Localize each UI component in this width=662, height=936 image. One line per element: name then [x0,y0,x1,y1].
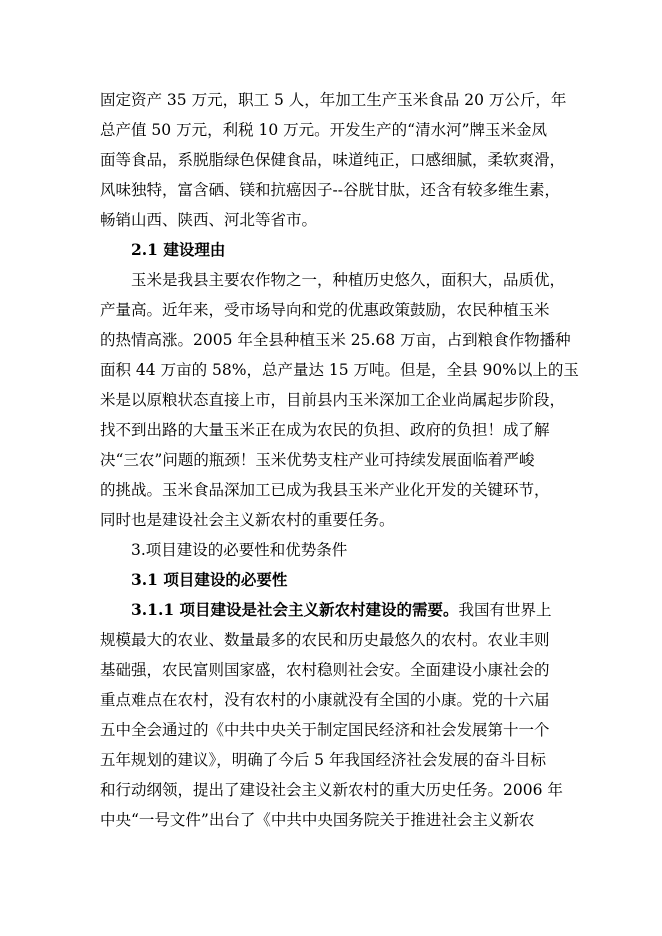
paragraph-line: 重点难点在农村，没有农村的小康就没有全国的小康。党的十六届 [100,691,550,709]
subsection-heading-inline: 3.1.1 项目建设是社会主义新农村建设的需要。 [131,600,459,619]
paragraph-line: 找不到出路的大量玉米正在成为农民的负担、政府的负担！成了解 [100,421,550,439]
paragraph-line: 和行动纲领，提出了建设社会主义新农村的重大历史任务。2006 年 [100,781,563,799]
paragraph-line: 五年规划的建议》，明确了今后 5 年我国经济社会发展的奋斗目标 [100,751,546,769]
section-heading: 2.1 建设理由 [131,240,226,259]
paragraph-line: 决“三农”问题的瓶颈！玉米优势支柱产业可持续发展面临着严峻 [100,451,535,469]
paragraph-line [131,595,662,625]
paragraph-line: 米是以原粮状态直接上市，目前县内玉米深加工企业尚属起步阶段， [100,391,566,409]
paragraph-line: 产量高。近年来，受市场导向和党的优惠政策鼓励，农民种植玉米 [100,301,550,319]
paragraph-line: 的热情高涨。2005 年全县种植玉米 25.68 万亩，占到粮食作物播种 [100,331,571,349]
paragraph-line: 面积 44 万亩的 58%，总产量达 15 万吨。但是，全县 90%以上的玉 [100,361,579,379]
subsection-heading: 3.1 项目建设的必要性 [131,570,288,589]
paragraph-line: 固定资产 35 万元，职工 5 人，年加工生产玉米食品 20 万公斤，年 [100,91,567,109]
paragraph-line: 畅销山西、陕西、河北等省市。 [100,211,318,229]
paragraph-line: 的挑战。玉米食品深加工已成为我县玉米产业化开发的关键环节， [100,481,550,499]
paragraph-line: 中央“一号文件”出台了《中共中央国务院关于推进社会主义新农 [100,811,535,829]
paragraph-line: 基础强，农民富则国家盛，农村稳则社会安。全面建设小康社会的 [100,661,550,679]
section-heading: 3.项目建设的必要性和优势条件 [131,541,348,559]
paragraph-line: 风味独特，富含硒、镁和抗癌因子--谷胱甘肽，还含有较多维生素， [100,181,560,199]
paragraph-line: 玉米是我县主要农作物之一，种植历史悠久，面积大，品质优， [131,271,566,289]
paragraph-line: 面等食品，系脱脂绿色保健食品，味道纯正，口感细腻，柔软爽滑， [100,151,566,169]
paragraph-line: 五中全会通过的《中共中央关于制定国民经济和社会发展第十一个 [100,721,550,739]
paragraph-line: 同时也是建设社会主义新农村的重要任务。 [100,511,395,529]
paragraph-line: 总产值 50 万元，利税 10 万元。开发生产的“清水河”牌玉米金凤 [100,121,548,139]
paragraph-text: 我国有世界上 [458,601,552,619]
paragraph-line: 规模最大的农业、数量最多的农民和历史最悠久的农村。农业丰则 [100,631,550,649]
